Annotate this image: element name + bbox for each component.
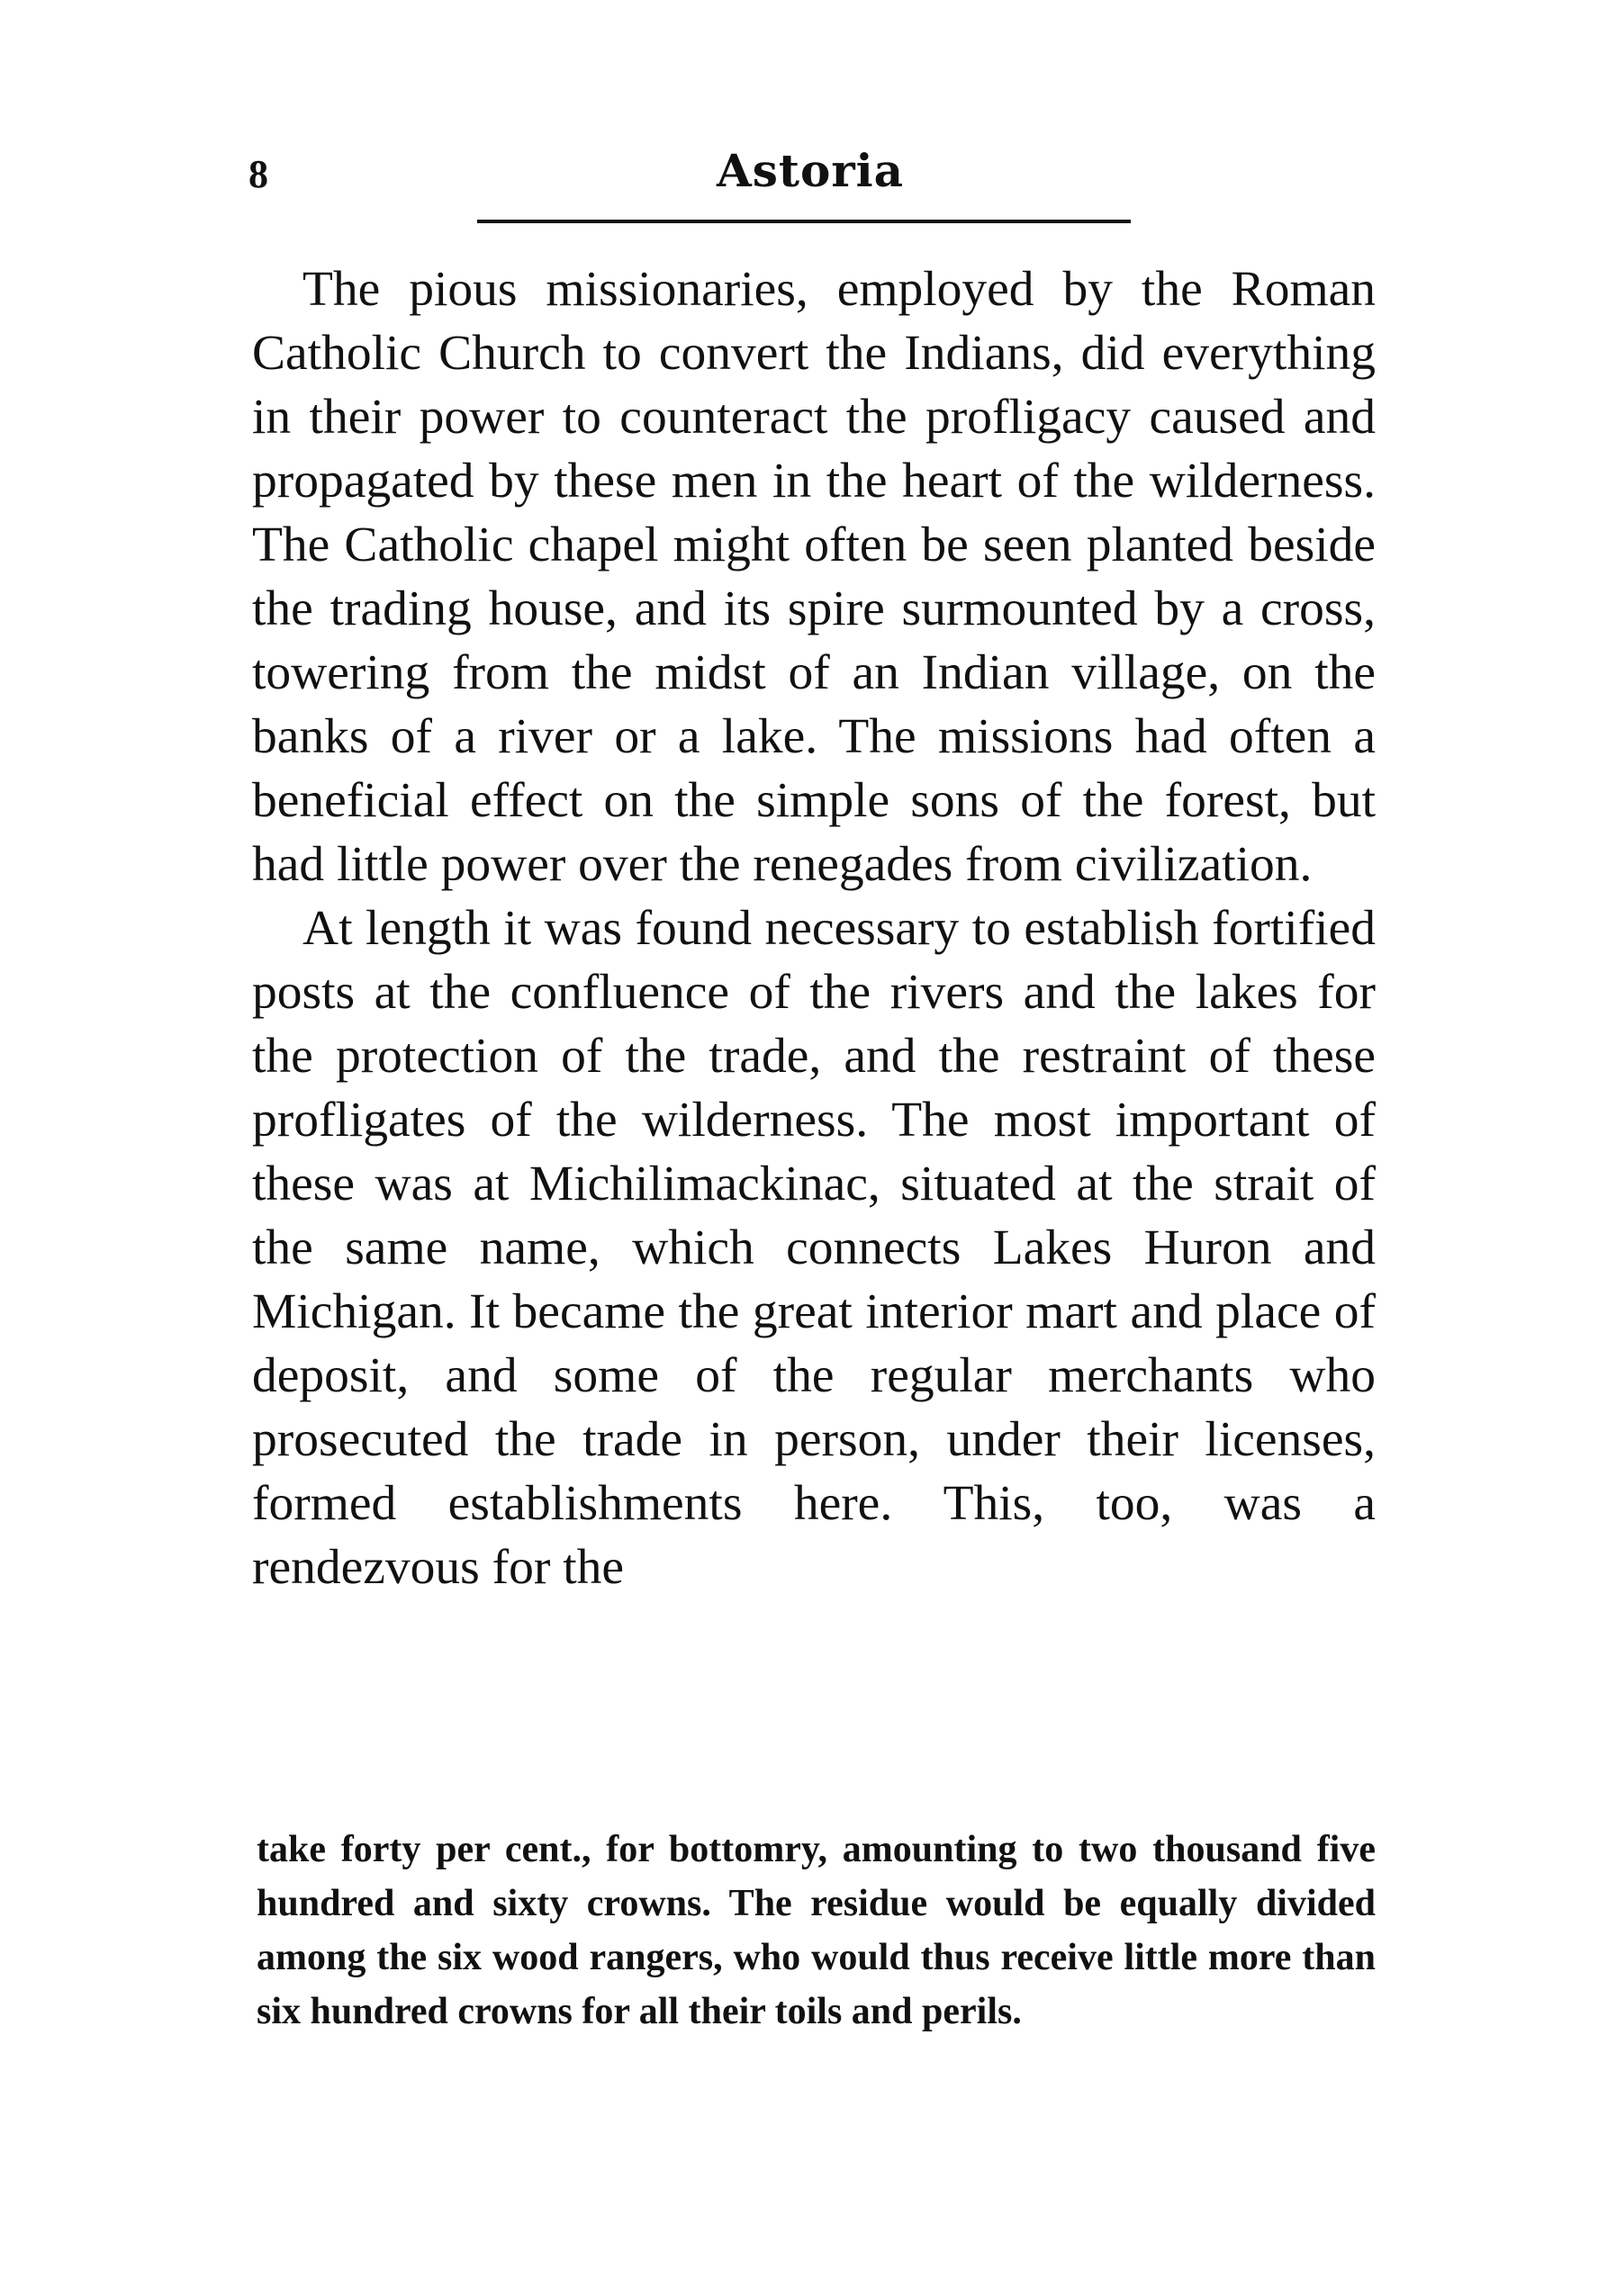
page-header xyxy=(243,144,1377,207)
body-text xyxy=(252,257,1376,1599)
page-number: 8 xyxy=(248,152,269,196)
paragraph: At length it was found necessary to establish fortified posts at the confluence of the rivers and the lakes for the protection of the trade, and the restraint of these profligates of the wilderness. The most important of these was at Michilimackinac, situated at the strait of the same name, which connects Lakes Huron and Michigan. It became the great interior mart and place of deposit, and some of the regular merchants who prosecuted the trade in person, under their licenses, formed establishments here. This, too, was a rendezvous for the xyxy=(252,901,1376,1595)
footnote-text: take forty per cent., for bottomry, amounting to two thousand five hundred and sixty crowns. The residue would be equally divided among the six wood rangers, who would thus receive little more than six hundred crowns for all their toils and perils. xyxy=(257,1829,1376,2032)
running-title: Astoria xyxy=(716,144,905,197)
paragraph: The pious missionaries, employed by the Roman Catholic Church to convert the Indians, did everything in their power to counteract the profligacy caused and propagated by these men in the heart of the wilderness. The Catholic chapel might often be seen planted beside the trading house, and its spire surmounted by a cross, towering from the midst of an Indian village, on the banks of a river or a lake. The missions had often a beneficial effect on the simple sons of the forest, but had little power over the renegades from civilization. xyxy=(252,262,1376,892)
footnote xyxy=(257,1823,1376,2039)
header-rule xyxy=(477,220,1131,223)
